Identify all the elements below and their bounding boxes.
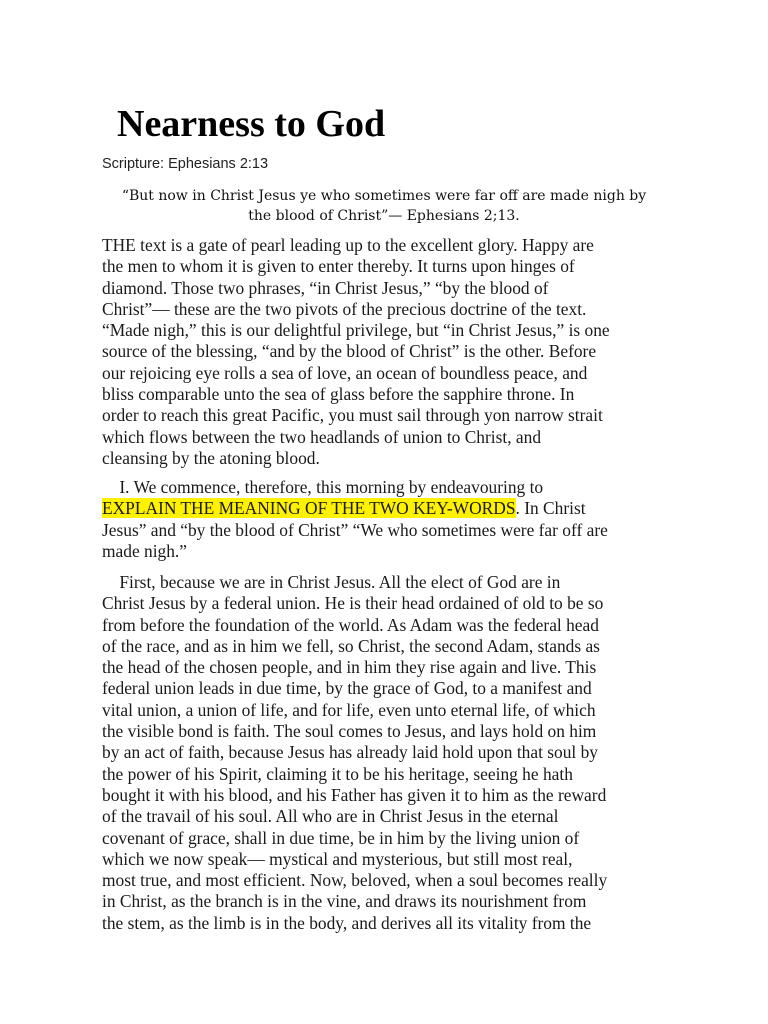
text-line: the visible bond is faith. The soul comes to Jesus, and lays hold on him <box>102 721 597 742</box>
text-line <box>102 498 672 519</box>
epigraph-quote <box>102 186 666 226</box>
text-line: I. We commence, therefore, this morning by endeavouring to <box>102 477 544 497</box>
page-title: Nearness to God <box>117 103 386 145</box>
text-line: Christ”— these are the two pivots of the precious doctrine of the text. <box>102 298 587 319</box>
paragraph-intro <box>102 235 672 469</box>
text-line: cleansing by the atoning blood. <box>102 447 320 468</box>
text-line: vital union, a union of life, and for life, even unto eternal life, of which <box>102 699 596 720</box>
text-line: Jesus” and “by the blood of Christ” “We who sometimes were far off are <box>102 519 608 540</box>
text-line: the power of his Spirit, claiming it to be his heritage, seeing he hath <box>102 763 573 784</box>
text-line: in Christ, as the branch is in the vine, and draws its nourishment from <box>102 891 587 912</box>
text-line: our rejoicing eye rolls a sea of love, an ocean of boundless peace, and <box>102 362 588 383</box>
text-line: made nigh.” <box>102 540 187 561</box>
text-line: of the travail of his soul. All who are in Christ Jesus in the eternal <box>102 806 559 827</box>
text-line: federal union leads in due time, by the grace of God, to a manifest and <box>102 678 592 699</box>
text-line: most true, and most efficient. Now, beloved, when a soul becomes really <box>102 870 608 891</box>
text-line: which we now speak— mystical and mysterious, but still most real, <box>102 848 573 869</box>
text-fragment: . In Christ <box>515 498 586 519</box>
text-line: of the race, and as in him we fell, so Christ, the second Adam, stands as <box>102 635 600 656</box>
text-line: source of the blessing, “and by the blood of Christ” is the other. Before <box>102 341 597 362</box>
paragraph-section-one <box>102 477 672 562</box>
text-line: the stem, as the limb is in the body, and derives all its vitality from the <box>102 912 592 933</box>
text-line: “Made nigh,” this is our delightful privilege, but “in Christ Jesus,” is one <box>102 320 610 341</box>
text-line: the head of the chosen people, and in him they rise again and live. This <box>102 657 597 678</box>
text-line: bliss comparable unto the sea of glass before the sapphire throne. In <box>102 384 575 405</box>
text-line: diamond. Those two phrases, “in Christ Jesus,” “by the blood of <box>102 277 549 298</box>
text-line: from before the foundation of the world. As Adam was the federal head <box>102 614 599 635</box>
scripture-reference: Scripture: Ephesians 2:13 <box>102 156 269 172</box>
text-line: the men to whom it is given to enter thereby. It turns upon hinges of <box>102 256 575 277</box>
text-line: bought it with his blood, and his Father has given it to him as the reward <box>102 784 607 805</box>
text-line: First, because we are in Christ Jesus. All the elect of God are in <box>102 572 561 592</box>
paragraph-federal-union <box>102 572 672 934</box>
text-line: Christ Jesus by a federal union. He is their head ordained of old to be so <box>102 593 604 614</box>
text-line: covenant of grace, shall in due time, be in him by the living union of <box>102 827 580 848</box>
quote-line: “But now in Christ Jesus ye who sometimes were far off are made nigh by <box>121 188 647 204</box>
text-line: by an act of faith, because Jesus has already laid hold upon that soul by <box>102 742 598 763</box>
text-line: THE text is a gate of pearl leading up to the excellent glory. Happy are <box>102 235 594 255</box>
highlighted-text: EXPLAIN THE MEANING OF THE TWO KEY-WORDS <box>102 498 516 519</box>
quote-line: the blood of Christ”— Ephesians 2;13. <box>248 208 520 224</box>
text-line: which flows between the two headlands of union to Christ, and <box>102 426 542 447</box>
text-line: order to reach this great Pacific, you must sail through yon narrow strait <box>102 405 603 426</box>
